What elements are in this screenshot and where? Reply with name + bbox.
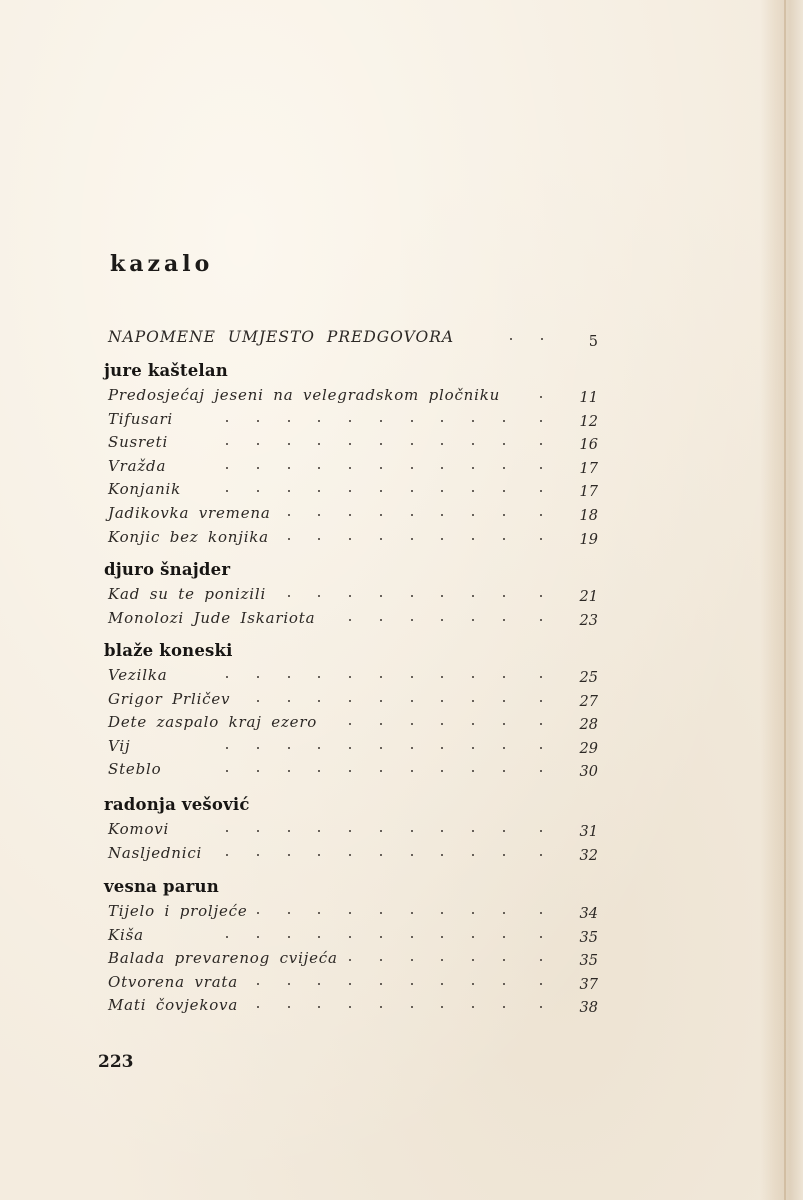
leader-dot [540, 443, 542, 445]
leader-dot [380, 854, 382, 856]
leader-dot [288, 420, 290, 422]
leader-dot [411, 747, 413, 749]
leader-dot [380, 595, 382, 597]
leader-dot [257, 983, 259, 985]
entry-title: NAPOMENE UMJESTO PREDGOVORA [108, 328, 455, 346]
entry-title: Konjanik [108, 480, 182, 499]
leader-dot [441, 443, 443, 445]
leader-dot [257, 420, 259, 422]
toc-entry [0, 996, 803, 1018]
leader-dot [349, 830, 351, 832]
toc-entry [0, 528, 803, 550]
entry-title: Mati čovjekova [108, 996, 239, 1015]
leader-dot [472, 959, 474, 961]
leader-dot [472, 595, 474, 597]
leader-dot [318, 467, 320, 469]
page-title: kazalo [110, 251, 214, 277]
leader-dot [503, 443, 505, 445]
leader-dot [349, 959, 351, 961]
leader-dot [503, 747, 505, 749]
leader-dot [318, 676, 320, 678]
leader-dot [349, 467, 351, 469]
leader-dot [318, 490, 320, 492]
leader-dot [226, 770, 228, 772]
leader-dot [349, 854, 351, 856]
leader-dot [540, 595, 542, 597]
toc-entry [0, 926, 803, 948]
leader-dot [380, 1006, 382, 1008]
leader-dot [288, 490, 290, 492]
leader-dot [411, 420, 413, 422]
entry-page-number: 32 [579, 847, 598, 864]
toc-entry [0, 713, 803, 735]
leader-dot [540, 420, 542, 422]
entry-title: Tijelo i proljeće [108, 902, 248, 920]
toc-entry [0, 737, 803, 759]
leader-dot [318, 1006, 320, 1008]
entry-title: Konjic bez konjika [108, 527, 269, 546]
entry-page-number: 25 [579, 670, 598, 686]
leader-dot [441, 420, 443, 422]
leader-dot [380, 983, 382, 985]
entry-page-number: 27 [579, 693, 598, 710]
entry-title: Susreti [108, 433, 169, 452]
entry-page-number: 29 [579, 740, 598, 757]
leader-dot [288, 854, 290, 856]
leader-dot [349, 912, 351, 914]
leader-dot [441, 936, 443, 938]
leader-dot [349, 1006, 351, 1008]
toc-entry [0, 328, 803, 350]
leader-dot [349, 723, 351, 725]
leader-dot [318, 700, 320, 702]
leader-dot [257, 936, 259, 938]
leader-dot [510, 338, 512, 340]
leader-dot [540, 396, 542, 398]
author-heading: djuro šnajder [104, 560, 231, 579]
leader-dot [472, 912, 474, 914]
leader-dot [472, 723, 474, 725]
leader-dot [411, 770, 413, 772]
leader-dot [411, 936, 413, 938]
leader-dot [257, 770, 259, 772]
leader-dot [441, 538, 443, 540]
leader-dot [288, 830, 290, 832]
leader-dot [411, 830, 413, 832]
entry-page-number: 34 [579, 906, 598, 922]
leader-dot [257, 490, 259, 492]
leader-dot [441, 830, 443, 832]
leader-dot [288, 595, 290, 597]
leader-dot [380, 770, 382, 772]
leader-dot [257, 854, 259, 856]
leader-dot [411, 676, 413, 678]
author-heading: jure kaštelan [104, 361, 228, 380]
entry-title: Otvorena vrata [108, 972, 239, 991]
leader-dot [540, 983, 542, 985]
leader-dot [349, 983, 351, 985]
leader-dot [257, 443, 259, 445]
leader-dot [318, 595, 320, 597]
entry-page-number: 35 [579, 929, 598, 946]
leader-dot [411, 538, 413, 540]
leader-dot [288, 676, 290, 678]
leader-dot [226, 443, 228, 445]
leader-dot [472, 983, 474, 985]
leader-dot [411, 723, 413, 725]
entry-title: Predosjećaj jeseni na velegradskom pločniku [108, 386, 501, 404]
leader-dot [411, 490, 413, 492]
leader-dot [318, 443, 320, 445]
leader-dot [226, 854, 228, 856]
toc-entry [0, 820, 803, 842]
leader-dot [441, 854, 443, 856]
toc-entry [0, 973, 803, 995]
leader-dot [472, 830, 474, 832]
toc-entry [0, 949, 803, 971]
toc-entry [0, 504, 803, 526]
leader-dot [380, 830, 382, 832]
leader-dot [441, 700, 443, 702]
entry-page-number: 28 [579, 717, 598, 734]
leader-dot [288, 912, 290, 914]
leader-dot [257, 1006, 259, 1008]
leader-dot [380, 959, 382, 961]
entry-page-number: 19 [579, 531, 598, 548]
leader-dot [472, 420, 474, 422]
leader-dot [441, 983, 443, 985]
leader-dot [540, 854, 542, 856]
leader-dot [380, 700, 382, 702]
toc-entry [0, 902, 803, 924]
leader-dot [441, 595, 443, 597]
leader-dot [472, 514, 474, 516]
leader-dot [288, 1006, 290, 1008]
leader-dot [411, 514, 413, 516]
leader-dot [257, 747, 259, 749]
toc-entry [0, 609, 803, 631]
leader-dot [349, 747, 351, 749]
leader-dot [226, 676, 228, 678]
leader-dot [226, 467, 228, 469]
leader-dot [318, 514, 320, 516]
leader-dot [411, 619, 413, 621]
entry-page-number: 11 [579, 390, 598, 406]
leader-dot [541, 338, 543, 340]
leader-dot [380, 420, 382, 422]
leader-dot [472, 467, 474, 469]
leader-dot [441, 723, 443, 725]
leader-dot [318, 770, 320, 772]
toc-entry [0, 760, 803, 782]
entry-title: Komovi [108, 820, 170, 838]
leader-dot [411, 1006, 413, 1008]
leader-dot [380, 676, 382, 678]
leader-dot [226, 420, 228, 422]
leader-dot [380, 538, 382, 540]
toc-entry [0, 410, 803, 432]
leader-dot [257, 700, 259, 702]
leader-dot [540, 747, 542, 749]
leader-dot [349, 514, 351, 516]
entry-title: Vražda [108, 456, 167, 475]
leader-dot [540, 538, 542, 540]
leader-dot [257, 830, 259, 832]
leader-dot [380, 443, 382, 445]
toc-entry [0, 386, 803, 408]
leader-dot [472, 747, 474, 749]
leader-dot [540, 490, 542, 492]
entry-title: Jadikovka vremena [108, 504, 271, 522]
leader-dot [349, 420, 351, 422]
leader-dot [540, 619, 542, 621]
leader-dot [318, 538, 320, 540]
entry-page-number: 17 [579, 460, 598, 477]
toc-entry [0, 844, 803, 866]
entry-page-number: 23 [579, 612, 598, 629]
leader-dot [288, 770, 290, 772]
leader-dot [441, 490, 443, 492]
leader-dot [226, 936, 228, 938]
leader-dot [288, 514, 290, 516]
leader-dot [503, 983, 505, 985]
author-heading: blaže koneski [104, 641, 233, 660]
entry-page-number: 16 [579, 437, 598, 454]
leader-dot [472, 619, 474, 621]
toc-entry [0, 690, 803, 712]
leader-dot [411, 854, 413, 856]
entry-title: Grigor Prličev [108, 689, 231, 708]
leader-dot [472, 1006, 474, 1008]
leader-dot [411, 467, 413, 469]
leader-dot [472, 490, 474, 492]
leader-dot [540, 676, 542, 678]
leader-dot [257, 912, 259, 914]
page-number-folio: 223 [98, 1052, 134, 1072]
leader-dot [349, 676, 351, 678]
leader-dot [288, 467, 290, 469]
leader-dot [349, 595, 351, 597]
leader-dot [503, 514, 505, 516]
leader-dot [441, 912, 443, 914]
leader-dot [540, 723, 542, 725]
leader-dot [503, 619, 505, 621]
leader-dot [503, 490, 505, 492]
leader-dot [503, 723, 505, 725]
toc-entry [0, 457, 803, 479]
leader-dot [441, 770, 443, 772]
entry-title: Vij [108, 736, 131, 755]
leader-dot [349, 936, 351, 938]
leader-dot [540, 770, 542, 772]
leader-dot [349, 490, 351, 492]
leader-dot [472, 770, 474, 772]
leader-dot [441, 676, 443, 678]
leader-dot [349, 619, 351, 621]
entry-page-number: 5 [588, 334, 598, 350]
leader-dot [503, 700, 505, 702]
entry-page-number: 17 [579, 484, 598, 501]
leader-dot [257, 676, 259, 678]
leader-dot [503, 912, 505, 914]
leader-dot [540, 700, 542, 702]
leader-dot [411, 443, 413, 445]
entry-title: Nasljednici [108, 843, 203, 862]
entry-title: Balada prevarenog cvijeća [108, 949, 338, 968]
entry-page-number: 30 [579, 764, 598, 781]
leader-dot [288, 700, 290, 702]
leader-dot [540, 912, 542, 914]
leader-dot [441, 959, 443, 961]
leader-dot [318, 830, 320, 832]
leader-dot [472, 936, 474, 938]
entry-page-number: 18 [579, 508, 598, 524]
leader-dot [503, 595, 505, 597]
leader-dot [226, 747, 228, 749]
leader-dot [349, 700, 351, 702]
leader-dot [318, 854, 320, 856]
entry-page-number: 31 [579, 824, 598, 840]
leader-dot [540, 1006, 542, 1008]
leader-dot [349, 770, 351, 772]
leader-dot [441, 467, 443, 469]
leader-dot [411, 959, 413, 961]
leader-dot [226, 490, 228, 492]
leader-dot [349, 538, 351, 540]
leader-dot [540, 514, 542, 516]
leader-dot [380, 490, 382, 492]
entry-page-number: 35 [579, 953, 598, 970]
leader-dot [503, 538, 505, 540]
leader-dot [380, 723, 382, 725]
leader-dot [503, 467, 505, 469]
leader-dot [411, 595, 413, 597]
leader-dot [540, 830, 542, 832]
leader-dot [441, 1006, 443, 1008]
leader-dot [349, 443, 351, 445]
entry-title: Steblo [108, 760, 162, 779]
author-heading: vesna parun [104, 877, 219, 896]
leader-dot [540, 959, 542, 961]
leader-dot [503, 420, 505, 422]
leader-dot [380, 467, 382, 469]
leader-dot [318, 420, 320, 422]
leader-dot [441, 747, 443, 749]
leader-dot [503, 676, 505, 678]
leader-dot [380, 912, 382, 914]
leader-dot [503, 854, 505, 856]
leader-dot [411, 983, 413, 985]
leader-dot [540, 467, 542, 469]
leader-dot [318, 747, 320, 749]
leader-dot [318, 983, 320, 985]
leader-dot [288, 983, 290, 985]
leader-dot [257, 467, 259, 469]
leader-dot [472, 538, 474, 540]
leader-dot [318, 936, 320, 938]
leader-dot [441, 514, 443, 516]
entry-page-number: 12 [579, 413, 598, 430]
entry-title: Monolozi Jude Iskariota [108, 608, 316, 627]
leader-dot [411, 912, 413, 914]
entry-title: Kad su te ponizili [108, 585, 267, 603]
leader-dot [503, 959, 505, 961]
leader-dot [380, 514, 382, 516]
entry-title: Dete zaspalo kraj ezero [108, 713, 318, 732]
toc-entry [0, 585, 803, 607]
leader-dot [540, 936, 542, 938]
leader-dot [503, 1006, 505, 1008]
leader-dot [472, 700, 474, 702]
leader-dot [441, 619, 443, 621]
leader-dot [472, 676, 474, 678]
entry-page-number: 21 [579, 589, 598, 605]
leader-dot [503, 830, 505, 832]
leader-dot [472, 443, 474, 445]
leader-dot [503, 770, 505, 772]
entry-title: Kiša [108, 925, 144, 944]
toc-entry [0, 433, 803, 455]
author-heading: radonja vešović [104, 795, 250, 814]
leader-dot [288, 538, 290, 540]
entry-title: Tifusari [108, 409, 174, 428]
leader-dot [318, 912, 320, 914]
leader-dot [503, 936, 505, 938]
leader-dot [380, 747, 382, 749]
toc-entry [0, 666, 803, 688]
leader-dot [226, 830, 228, 832]
leader-dot [472, 854, 474, 856]
leader-dot [380, 936, 382, 938]
leader-dot [411, 700, 413, 702]
leader-dot [288, 936, 290, 938]
entry-title: Vezilka [108, 666, 168, 684]
leader-dot [380, 619, 382, 621]
leader-dot [288, 747, 290, 749]
entry-page-number: 37 [579, 976, 598, 993]
toc-entry [0, 480, 803, 502]
entry-page-number: 38 [579, 1000, 598, 1017]
leader-dot [288, 443, 290, 445]
